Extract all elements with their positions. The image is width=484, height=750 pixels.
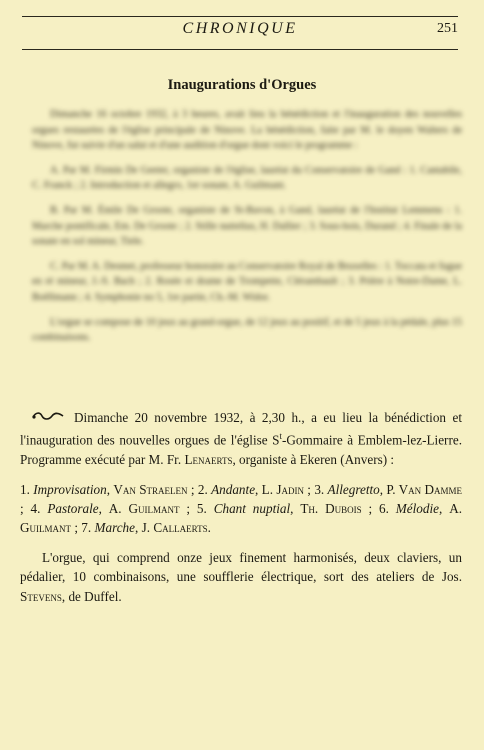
- paragraph-text: , de Duffel.: [61, 588, 122, 604]
- programme-item-number: 7.: [81, 520, 95, 536]
- paragraph-text: , organiste à Ekeren (Anvers) :: [232, 452, 395, 468]
- blurred-paragraph: A. Par M. Firmin De Geeter, organiste de l'église, lauréat du Conservatoire de Gand : 1. Cantabile, C. Franck ; 2. Introduction et allegro, 1er sonate, A. Guilmant.: [32, 164, 462, 192]
- programme-separator: ;: [20, 501, 31, 517]
- programme-list: 1. Improvisation, Van Straelen ; 2. Andante, L. Jadin ; 3. Allegretto, P. Van Damme ; 4. Pastorale, A. Guilmant ; 5. Chant nuptial, Th. Dubois ; 6. Mélodie, A. Guilmant ; 7. Marche, J. Callaerts.: [20, 481, 463, 536]
- section-title: Inaugurations d'Orgues: [167, 77, 317, 93]
- paragraph-text: L'orgue, qui comprend onze jeux finement harmonisés, deux claviers, un pédalier, 10 combinaisons, une soufflerie électrique, sort des ateliers de Jos.: [20, 549, 462, 585]
- blurred-text-block: [32, 107, 462, 355]
- programme-composer: J. Callaerts: [141, 520, 208, 536]
- programme-piece: Pastorale: [47, 501, 99, 517]
- blurred-paragraph: L'orgue se compose de 10 jeux au grand-orgue, de 12 jeux au positif, et de 5 jeux à la pédale, plus 15 combinaisons.: [32, 316, 462, 344]
- programme-composer: L. Jadin: [261, 481, 304, 497]
- blurred-paragraph: B. Par M. Émile De Groote, organiste de St-Bavon, à Gand, lauréat de l'Institut Lemmens : 1. Marche pontificale, Em. De Groote ; 2. Stille nuttelius, H. Dallier ; 3. Sous-bois, Durand ; 4. Finale de la sonate en sol mineur, Tiele.: [32, 204, 462, 248]
- programme-item-number: 2.: [197, 481, 212, 497]
- programme-piece: Improvisation: [33, 481, 107, 497]
- programme-piece: Mélodie: [395, 501, 440, 517]
- programme-separator: ;: [303, 481, 315, 497]
- ornament-swirl-icon: [32, 411, 64, 421]
- superscript: t: [279, 431, 282, 442]
- top-rule: [22, 16, 458, 17]
- programme-composer: A. Guilmant: [108, 501, 180, 517]
- page-number: 251: [437, 21, 458, 36]
- programme-separator: ;: [361, 501, 380, 517]
- programme-item-number: 4.: [30, 501, 48, 517]
- builder-name: Stevens: [20, 588, 62, 604]
- blurred-paragraph: C. Par M. A. Desmet, professeur honoraire au Conservatoire Royal de Bruxelles : 1. Toccata et fugue en ré mineur, J.-S. Bach ; 2. Rosée et drame de Trompette, Clérambault ; 3. Prière à Notre-Dame, L. Boëllmann ; 4. Symphonie no 5, 1re partie, Ch.-M. Widor.: [32, 260, 462, 303]
- programme-separator: ;: [187, 481, 198, 497]
- paragraph-organ-description: [20, 548, 462, 606]
- programme-item-number: 5.: [196, 501, 214, 517]
- programme-piece: Marche: [94, 520, 136, 536]
- paragraph-inauguration: [20, 408, 462, 470]
- programme-separator: ;: [71, 520, 82, 536]
- programme-separator: .: [207, 520, 211, 536]
- organist-name: Lenaerts: [184, 452, 233, 468]
- programme-piece: Andante: [211, 481, 256, 497]
- programme-item-number: 3.: [314, 481, 328, 497]
- header-rule: [22, 49, 458, 50]
- running-head-title: CHRONIQUE: [182, 20, 298, 37]
- programme-composer: Th. Dubois: [300, 501, 362, 517]
- programme-composer: P. Van Damme: [386, 481, 463, 497]
- programme-piece: Allegretto: [327, 481, 380, 497]
- paragraph-text: Dimanche 20 novembre 1932, à 2,30 h., a eu lieu la bénédiction et l'inauguration des nouvelles orgues de l'église S: [20, 410, 462, 448]
- paragraph-text: -Gommaire à Emblem-lez-Lierre. Programme exécuté par M. Fr.: [20, 432, 462, 468]
- programme-separator: ;: [179, 501, 197, 517]
- programme-item-number: 1.: [20, 481, 34, 497]
- running-head: [22, 18, 458, 42]
- programme-item-number: 6.: [379, 501, 396, 517]
- programme-piece: Chant nuptial: [213, 501, 291, 517]
- programme-composer: Van Straelen: [113, 481, 188, 497]
- programme-composer: A. Guilmant: [20, 501, 463, 536]
- blurred-paragraph: Dimanche 16 octobre 1932, à 3 heures, avait lieu la bénédiction et l'inauguration des nouvelles orgues restaurées de l'église principale de Ninove. La bénédiction, faite par M. le doyen Walters de Ninove, fut suivie d'un salut et d'une audition d'orgue dont voici le programme :: [32, 109, 462, 152]
- article-body: [20, 408, 462, 606]
